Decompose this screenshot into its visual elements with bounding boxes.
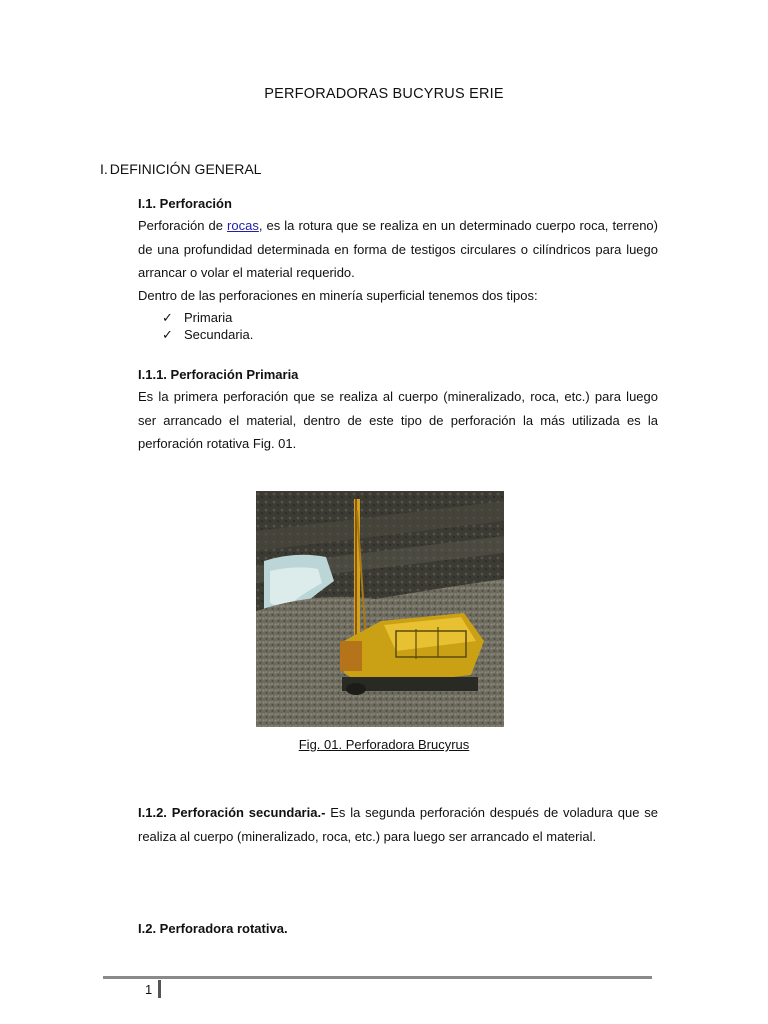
list-item bbox=[162, 327, 253, 343]
paragraph-secundaria bbox=[138, 801, 658, 848]
subsection-heading-primaria: I.1.1. Perforación Primaria bbox=[138, 367, 299, 382]
paragraph-tipos-intro: Dentro de las perforaciones en minería superficial tenemos dos tipos: bbox=[138, 288, 538, 303]
list-item bbox=[162, 310, 232, 326]
figure-caption: Fig. 01. Perforadora Brucyrus bbox=[298, 737, 470, 752]
paragraph-primaria: Es la primera perforación que se realiza al cuerpo (mineralizado, roca, etc.) para luego ser arrancado el material, dentro de este tipo de perforación la más utilizada es la perforación rotativa Fig. 01. bbox=[138, 389, 658, 451]
page-number: 1 bbox=[145, 982, 153, 997]
section-heading-text: DEFINICIÓN GENERAL bbox=[109, 161, 262, 177]
subsection-heading-secundaria: I.1.2. Perforación secundaria.- bbox=[138, 805, 326, 820]
subsection-heading-perforacion: I.1. Perforación bbox=[138, 196, 232, 211]
paragraph-perforacion-definition bbox=[138, 214, 658, 285]
paragraph-text: Es la segunda perforación después de voladura que se realiza al cuerpo (mineralizado, roca, etc.) para luego ser arrancado el material. bbox=[138, 805, 658, 844]
rocas-link[interactable]: rocas bbox=[227, 218, 259, 233]
document-title: PERFORADORAS BUCYRUS ERIE bbox=[264, 86, 504, 102]
page-number-bar bbox=[158, 980, 161, 998]
drill-rig-photo bbox=[256, 491, 504, 727]
subsection-heading-rotativa: I.2. Perforadora rotativa. bbox=[138, 921, 288, 936]
check-icon: ✓ bbox=[162, 310, 173, 325]
list-item-label: Secundaria. bbox=[184, 327, 254, 342]
list-item-label: Primaria bbox=[184, 310, 233, 325]
check-icon: ✓ bbox=[162, 327, 173, 342]
footer-divider bbox=[103, 976, 652, 979]
section-number: I. bbox=[100, 161, 108, 177]
paragraph-text: Perforación de bbox=[138, 218, 228, 233]
paragraph-text: , es la rotura que se realiza en un determinado cuerpo roca, terreno) de una profundidad determinada en forma de testigos circulares o cilíndricos para luego arrancar o volar el material requerido. bbox=[138, 218, 658, 280]
section-heading bbox=[100, 161, 261, 177]
